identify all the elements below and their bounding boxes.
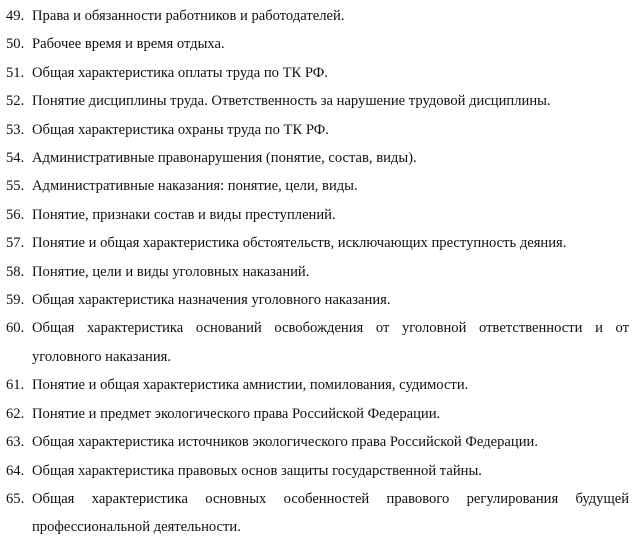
item-number: 50. [6,36,25,53]
list-item [6,87,629,115]
item-number: 49. [6,8,25,24]
item-text: Понятие дисциплины труда. Ответственность за нарушение трудовой дисциплины. [32,93,551,110]
item-text: Понятие, признаки состав и виды преступлений. [32,206,336,223]
item-text: Общая характеристика оснований освобождения от уголовной ответственности и от уголовного наказания. [32,320,629,365]
item-number: 53. [6,121,25,138]
list-item [6,172,629,200]
item-number: 60. [6,320,25,337]
list-item [6,201,629,229]
item-number: 55. [6,178,25,195]
item-text: Административные наказания: понятие, цели, виды. [32,178,358,195]
list-item [6,30,629,58]
list-item [6,144,629,172]
item-text: Понятие и общая характеристика амнистии, помилования, судимости. [32,377,469,394]
list-item [6,485,629,542]
list-item [6,59,629,87]
item-text: Общая характеристика оплаты труда по ТК РФ. [32,64,328,81]
item-text: Административные правонарушения (понятие, состав, виды). [32,150,417,167]
item-text: Общая характеристика источников экологического права Российской Федерации. [32,434,538,451]
list-item [6,428,629,456]
list-item [6,371,629,399]
item-text: Общая характеристика основных особенностей правового регулирования будущей профессиональной деятельности. [32,490,629,536]
list-item [6,400,629,428]
item-text: Общая характеристика назначения уголовного наказания. [32,292,391,309]
item-number: 65. [6,490,25,507]
item-text: Права и обязанности работников и работодателей. [32,8,345,24]
item-number: 58. [6,263,25,280]
list-item [6,2,629,30]
list-item [6,286,629,314]
item-number: 51. [6,64,25,81]
list-item [6,314,629,371]
item-number: 52. [6,93,25,110]
item-number: 59. [6,292,25,309]
item-number: 56. [6,206,25,223]
item-number: 64. [6,462,25,479]
item-text: Понятие, цели и виды уголовных наказаний. [32,263,310,280]
list-item [6,258,629,286]
item-text: Общая характеристика охраны труда по ТК РФ. [32,121,329,138]
item-number: 54. [6,150,25,167]
item-text: Понятие и предмет экологического права Российской Федерации. [32,405,441,422]
list-item [6,116,629,144]
item-text: Рабочее время и время отдыха. [32,36,225,53]
item-number: 57. [6,235,25,252]
item-number: 62. [6,405,25,422]
item-text: Понятие и общая характеристика обстоятельств, исключающих преступность деяния. [32,235,567,252]
item-number: 63. [6,434,25,451]
item-number: 61. [6,377,25,394]
list-item [6,229,629,257]
list-item [6,457,629,485]
question-list [6,2,629,542]
item-text: Общая характеристика правовых основ защиты государственной тайны. [32,462,482,479]
